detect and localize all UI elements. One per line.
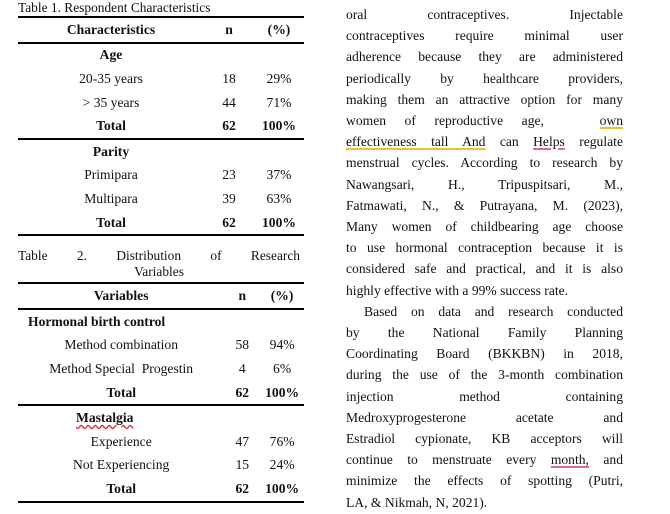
text-fragment: continue to menstruate every — [346, 452, 537, 468]
total-pct: 100% — [254, 211, 304, 236]
text-fragment: women of reproductive age, — [346, 113, 544, 129]
text-line: adherence because they are administered — [346, 49, 623, 65]
row-n: 44 — [222, 94, 236, 110]
row-label: Method combination — [64, 337, 179, 353]
row-label: Method Special Progestin — [49, 360, 194, 376]
table2-header-variables: Variables — [18, 283, 224, 309]
group-label: Age — [99, 47, 123, 63]
total-label: Total — [18, 211, 204, 236]
table1-header-characteristics: Characteristics — [18, 17, 204, 43]
text-line: LA, & Nikmah, N, 2021). — [346, 494, 488, 510]
text-line: Many women of childbearing age choose — [346, 219, 623, 235]
row-pct: 63% — [266, 190, 292, 206]
text-line: injection method containing — [346, 388, 623, 404]
row-n: 15 — [235, 457, 250, 473]
text-line — [346, 131, 623, 152]
body-text-column — [346, 4, 623, 513]
text-line: Fatmawati, N., & Putrayana, M. (2023), — [346, 197, 623, 213]
row-n: 39 — [222, 190, 236, 206]
row-n: 47 — [235, 433, 250, 449]
row-pct: 24% — [269, 457, 295, 473]
table1-header-pct: (%) — [254, 17, 304, 43]
row-label: > 35 years — [82, 94, 140, 110]
group-label: Parity — [92, 143, 130, 159]
table2-header-n: n — [224, 283, 260, 309]
text-line: during the use of the 3-month combination — [346, 367, 623, 383]
table2-total-hormonal — [18, 381, 304, 406]
group-label: Hormonal birth control — [28, 313, 166, 329]
underlined-own: own — [599, 113, 623, 129]
text-line: Coordinating Board (BKKBN) in 2018, — [346, 346, 623, 362]
table2-group-hormonal — [18, 309, 304, 334]
row-label: 20-35 years — [79, 70, 143, 86]
total-pct: 100% — [254, 114, 304, 139]
table-row — [18, 91, 304, 115]
total-label: Total — [18, 114, 204, 139]
text-line: Medroxyprogesterone acetate and — [346, 409, 623, 425]
paragraph-2 — [346, 301, 623, 513]
text-line: by the National Family Planning — [346, 325, 623, 341]
table1 — [18, 16, 304, 236]
text-line: making them an attractive option for many — [346, 91, 623, 107]
table1-group-parity — [18, 139, 304, 164]
row-label: Primipara — [84, 167, 138, 183]
text-line: periodically by healthcare providers, — [346, 70, 623, 86]
row-pct: 29% — [266, 70, 292, 86]
total-pct: 100% — [260, 381, 304, 406]
total-pct: 100% — [260, 477, 304, 502]
table-row — [18, 454, 304, 478]
text-line: menstrual cycles. According to research by — [346, 155, 623, 171]
table1-group-age — [18, 43, 304, 68]
underlined-effectiveness-tall-and: effectiveness tall And — [346, 134, 486, 150]
table1-total-parity — [18, 211, 304, 236]
text-line: considered safe and practical, and it is also — [346, 261, 623, 277]
table2-caption-line2: Variables — [134, 264, 184, 280]
group-label-cell — [18, 405, 224, 430]
table2-group-mastalgia — [18, 405, 304, 430]
paragraph-1 — [346, 4, 623, 301]
row-n: 23 — [222, 167, 236, 183]
text-line: oral contraceptives. Injectable — [346, 7, 623, 22]
row-n: 58 — [235, 337, 250, 353]
table1-header-n: n — [204, 17, 254, 43]
table2-header-row — [18, 283, 304, 309]
total-n: 62 — [204, 211, 254, 236]
text-fragment: regulate — [579, 134, 623, 150]
group-label: Mastalgia — [76, 410, 134, 426]
text-line: Based on data and research conducted — [364, 303, 623, 319]
row-label: Experience — [90, 433, 152, 449]
table-row — [18, 430, 304, 454]
text-line: Nawangsari, H., Tripuspitsari, M., — [346, 176, 623, 192]
text-line: to use hormonal contraception because it is — [346, 240, 623, 256]
total-label: Total — [18, 381, 224, 406]
table1-header-row — [18, 17, 304, 43]
text-line: contraceptives require minimal user — [346, 28, 623, 44]
table2-total-mastalgia — [18, 477, 304, 502]
total-n: 62 — [204, 114, 254, 139]
table-row — [18, 357, 304, 381]
row-n: 4 — [238, 360, 246, 376]
row-pct: 37% — [266, 167, 292, 183]
text-fragment: can — [499, 134, 519, 150]
row-label: Not Experiencing — [73, 457, 170, 473]
row-pct: 94% — [269, 337, 295, 353]
total-n: 62 — [224, 477, 260, 502]
table1-total-age — [18, 114, 304, 139]
table1-caption: Table 1. Respondent Characteristics — [18, 0, 211, 15]
text-line: highly effective with a 99% success rate. — [346, 282, 569, 298]
total-label: Total — [18, 477, 224, 502]
underlined-month: month, — [550, 452, 589, 468]
row-pct: 71% — [266, 94, 292, 110]
row-pct: 76% — [269, 433, 295, 449]
table-row — [18, 164, 304, 188]
text-fragment: and — [603, 452, 623, 468]
table2-caption — [18, 248, 300, 280]
row-pct: 6% — [273, 360, 292, 376]
text-line: minimize the effects of spotting (Putri, — [346, 473, 623, 489]
table-row — [18, 187, 304, 211]
text-line: Estradiol cypionate, KB acceptors will — [346, 431, 623, 447]
tables-column — [18, 0, 304, 503]
table2 — [18, 282, 304, 502]
row-label: Multipara — [84, 190, 138, 206]
underlined-helps: Helps — [533, 134, 565, 150]
text-line — [346, 110, 623, 131]
table2-header-pct: (%) — [260, 283, 304, 309]
table2-caption-line1: Table 2. Distribution of Research — [18, 248, 300, 264]
text-line — [346, 449, 623, 470]
table-row — [18, 334, 304, 358]
total-n: 62 — [224, 381, 260, 406]
table-row — [18, 67, 304, 91]
row-n: 18 — [222, 70, 236, 86]
